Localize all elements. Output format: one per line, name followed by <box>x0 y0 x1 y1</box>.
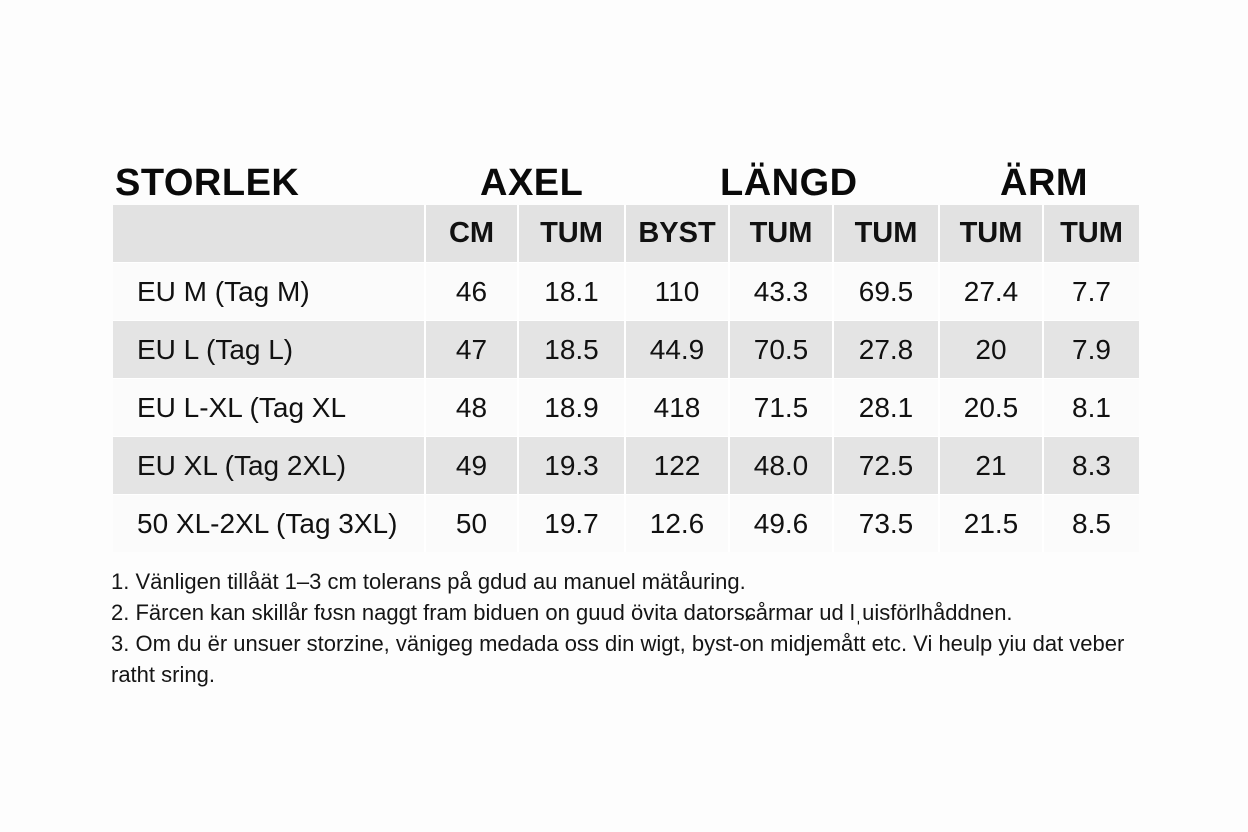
table-cell: 21.5 <box>940 494 1044 552</box>
note-1: 1. Vänligen tillåät 1–3 cm tolerans på gdud au manuel mätåuring. <box>111 569 746 594</box>
table-cell: 49 <box>426 436 519 494</box>
table-row <box>113 494 1139 552</box>
header-langd: LÄNGD <box>720 162 858 204</box>
table-cell: 110 <box>626 262 730 320</box>
table-cell: 73.5 <box>834 494 940 552</box>
table-cell: 47 <box>426 320 519 378</box>
header-axel: AXEL <box>480 162 584 204</box>
table-cell: 43.3 <box>730 262 834 320</box>
table-cell: 20 <box>940 320 1044 378</box>
sub-header-tum: TUM <box>1044 205 1139 262</box>
table-cell: 21 <box>940 436 1044 494</box>
table-cell: 8.3 <box>1044 436 1139 494</box>
table-cell: 48 <box>426 378 519 436</box>
header-storlek: STORLEK <box>115 162 300 204</box>
table-cell: 19.7 <box>519 494 626 552</box>
notes <box>111 566 1171 690</box>
table-cell: 27.8 <box>834 320 940 378</box>
size-label-cell: EU L-XL (Tag XL <box>113 378 426 436</box>
sub-header-tum: TUM <box>940 205 1044 262</box>
table-cell: 122 <box>626 436 730 494</box>
sub-header-tum: TUM <box>730 205 834 262</box>
table-cell: 71.5 <box>730 378 834 436</box>
note-2: 2. Färcen kan skillår fʊsn naggt fram biduen on guud övita datorsɕårmar ud lˌuisförlhåddnen. <box>111 600 1013 625</box>
table-cell: 7.9 <box>1044 320 1139 378</box>
table-cell: 18.9 <box>519 378 626 436</box>
size-label-cell: EU XL (Tag 2XL) <box>113 436 426 494</box>
table-cell: 50 <box>426 494 519 552</box>
note-3: 3. Om du ër unsuer storzine, vänigeg medada oss din wigt, byst-on midjemått etc. Vi heulp yiu dat veber ratht sring. <box>111 631 1125 687</box>
table-cell: 44.9 <box>626 320 730 378</box>
size-label-cell: 50 XL-2XL (Tag 3XL) <box>113 494 426 552</box>
table-cell: 49.6 <box>730 494 834 552</box>
size-label-cell: EU L (Tag L) <box>113 320 426 378</box>
table-cell: 418 <box>626 378 730 436</box>
sub-header-tum: TUM <box>519 205 626 262</box>
header-arm: ÄRM <box>1000 162 1089 204</box>
table-cell: 28.1 <box>834 378 940 436</box>
sub-header-row <box>113 205 1139 262</box>
table-cell: 18.1 <box>519 262 626 320</box>
table-cell: 69.5 <box>834 262 940 320</box>
table-cell: 72.5 <box>834 436 940 494</box>
table-cell: 8.5 <box>1044 494 1139 552</box>
sub-header-size <box>113 205 426 262</box>
table-row <box>113 436 1139 494</box>
sub-header-tum: TUM <box>834 205 940 262</box>
table-cell: 27.4 <box>940 262 1044 320</box>
table-cell: 7.7 <box>1044 262 1139 320</box>
table-cell: 46 <box>426 262 519 320</box>
table-cell: 70.5 <box>730 320 834 378</box>
table-cell: 18.5 <box>519 320 626 378</box>
table-row <box>113 378 1139 436</box>
table-cell: 8.1 <box>1044 378 1139 436</box>
sub-header-byst: BYST <box>626 205 730 262</box>
size-label-cell: EU M (Tag M) <box>113 262 426 320</box>
table-row <box>113 262 1139 320</box>
table-cell: 19.3 <box>519 436 626 494</box>
table-cell: 20.5 <box>940 378 1044 436</box>
table-cell: 12.6 <box>626 494 730 552</box>
table-row <box>113 320 1139 378</box>
table-cell: 48.0 <box>730 436 834 494</box>
sub-header-cm: CM <box>426 205 519 262</box>
size-table <box>113 205 1139 552</box>
